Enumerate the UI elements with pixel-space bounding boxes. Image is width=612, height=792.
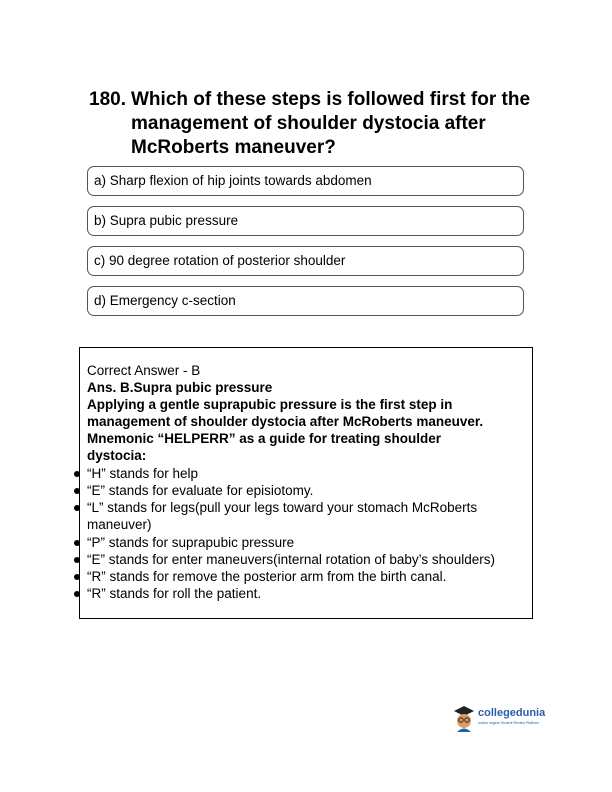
option-b[interactable]: b) Supra pubic pressure — [87, 206, 524, 236]
bullet-item — [87, 482, 532, 499]
option-d[interactable]: d) Emergency c-section — [87, 286, 524, 316]
bullet-dot-icon — [74, 540, 80, 546]
explanation-line: Applying a gentle suprapubic pressure is the first step in — [87, 397, 453, 412]
bullet-item — [87, 568, 532, 585]
explanation-line: Mnemonic “HELPERR” as a guide for treating shoulder — [87, 431, 442, 446]
collegedunia-logo — [452, 704, 572, 734]
graduate-icon — [452, 704, 476, 732]
bullet-text: “R” stands for roll the patient. — [87, 586, 262, 601]
bullet-text: “L” stands for legs(pull your legs toward your stomach McRoberts maneuver) — [87, 500, 478, 532]
bullet-text: “E” stands for enter maneuvers(internal rotation of baby’s shoulders) — [87, 552, 495, 567]
bullet-item — [87, 534, 532, 551]
question-number: 180. — [89, 89, 126, 110]
bullet-item — [87, 585, 532, 602]
bullet-item — [87, 465, 532, 482]
question-text: Which of these steps is followed first for the management of shoulder dystocia after McRoberts maneuver? — [131, 89, 531, 158]
question-heading — [89, 88, 549, 160]
bullet-item — [87, 499, 517, 533]
bullet-text: “P” stands for suprapubic pressure — [87, 535, 295, 550]
explanation-line: dystocia: — [87, 448, 147, 463]
explanation-line: management of shoulder dystocia after McRoberts maneuver. — [87, 414, 484, 429]
bullet-text: “E” stands for evaluate for episiotomy. — [87, 483, 314, 498]
bullet-dot-icon — [74, 557, 80, 563]
answer-title: Ans. B.Supra pubic pressure — [87, 380, 273, 395]
bullet-dot-icon — [74, 471, 80, 477]
correct-answer: Correct Answer - B — [87, 363, 201, 378]
option-a[interactable]: a) Sharp flexion of hip joints towards abdomen — [87, 166, 524, 196]
bullet-dot-icon — [74, 591, 80, 597]
bullet-text: “H” stands for help — [87, 466, 199, 481]
logo-tagline: India's largest Student Review Platform — [478, 721, 539, 725]
bullet-item — [87, 551, 537, 568]
bullet-text: “R” stands for remove the posterior arm from the birth canal. — [87, 569, 447, 584]
bullet-dot-icon — [74, 505, 80, 511]
bullet-dot-icon — [74, 488, 80, 494]
logo-name: collegedunia — [478, 707, 546, 719]
bullet-dot-icon — [74, 574, 80, 580]
option-c[interactable]: c) 90 degree rotation of posterior shoulder — [87, 246, 524, 276]
